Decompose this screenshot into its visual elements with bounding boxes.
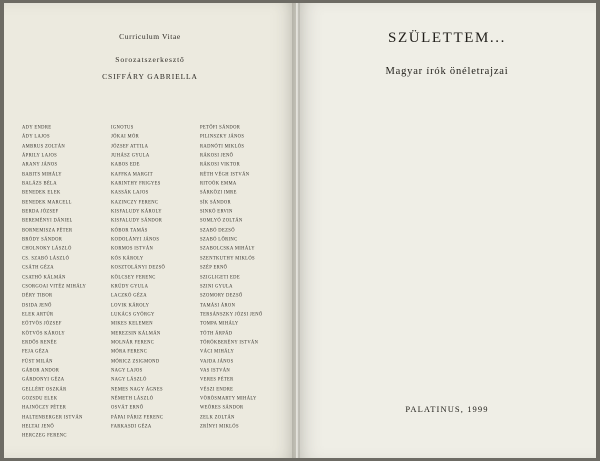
author-name: NAGY LAJOS — [111, 367, 143, 373]
author-name: KOSZTOLÁNYI DEZSŐ — [111, 264, 166, 270]
author-name: SZABÓ DEZSŐ — [200, 227, 235, 233]
author-name: CSÁTH GÉZA — [22, 264, 54, 270]
author-name: KÓS KÁROLY — [111, 255, 144, 261]
series-editor-label: Sorozatszerkesztő — [115, 55, 185, 64]
author-name: BABITS MIHÁLY — [22, 170, 62, 177]
author-name: JUHÁSZ GYULA — [111, 152, 150, 158]
author-name: DSIDA JENŐ — [22, 301, 52, 308]
author-name: FARKASDI GÉZA — [111, 423, 152, 429]
author-name: CSORGOAI VITÉZ MIHÁLY — [22, 283, 87, 289]
author-name: VÖRÖSMARTY MIHÁLY — [200, 395, 257, 401]
author-name: MÓRICZ ZSIGMOND — [111, 357, 160, 364]
author-name: KÓBOR TAMÁS — [111, 227, 148, 233]
series-heading — [4, 28, 296, 85]
author-name: BENEDEK MARCELL — [22, 198, 72, 205]
author-name: KRÚDY GYULA — [111, 283, 149, 289]
author-column-2 — [111, 122, 200, 440]
author-name: VAJDA JÁNOS — [200, 357, 234, 364]
author-name: ZRÍNYI MIKLÓS — [200, 423, 239, 429]
author-name: TOMPA MIHÁLY — [200, 320, 239, 327]
author-name: MIKES KELEMEN — [111, 320, 153, 327]
publisher-imprint: PALATINUS, 1999 — [405, 404, 489, 414]
author-column-3 — [200, 122, 289, 440]
book-title: SZÜLETTEM... — [388, 30, 506, 46]
author-name: ARANY JÁNOS — [22, 161, 58, 168]
author-name: VÉSZI ENDRE — [200, 385, 234, 392]
author-name: SÍK SÁNDOR — [200, 198, 231, 205]
author-name: FEJA GÉZA — [22, 348, 49, 355]
author-name: WEÖRES SÁNDOR — [200, 404, 244, 411]
author-name: KÖTVÖS KÁROLY — [22, 329, 66, 336]
author-name: BORNEMISZA PÉTER — [22, 227, 73, 233]
author-name: GELLÉRT OSZKÁR — [22, 385, 67, 392]
author-name: CS. SZABÓ LÁSZLÓ — [22, 255, 70, 261]
author-name: BERDA JÓZSEF — [22, 208, 59, 214]
author-name: SZENTKUTHY MIKLÓS — [200, 255, 255, 261]
author-name-columns — [22, 122, 290, 440]
author-column-1 — [22, 122, 111, 440]
author-name: TERSÁNSZKY JÓZSI JENŐ — [200, 311, 263, 317]
author-name: SZABÓ LŐRINC — [200, 236, 238, 242]
author-name: KAFFKA MARGIT — [111, 170, 153, 177]
author-name: RADNÓTI MIKLÓS — [200, 142, 245, 149]
author-name: KORMOS ISTVÁN — [111, 245, 154, 252]
page-edge-top — [0, 0, 600, 3]
author-name: BEREMÉNYI DÁNIEL — [22, 217, 73, 224]
author-name: TÖRÖKBERÉNY ISTVÁN — [200, 339, 259, 345]
author-name: SZIGLIGETI EDE — [200, 273, 240, 280]
series-editor-name: CSIFFÁRY GABRIELLA — [102, 72, 198, 81]
author-name: SINKÓ ERVIN — [200, 208, 233, 214]
author-name: GOZSDU ELEK — [22, 395, 58, 401]
author-name: CHOLNOKY LÁSZLÓ — [22, 245, 72, 252]
author-name: FÜST MILÁN — [22, 357, 53, 364]
author-name: ÁPRILY LAJOS — [22, 152, 58, 158]
author-name: KISFALUDY SÁNDOR — [111, 217, 163, 224]
author-name: NÉMETH LÁSZLÓ — [111, 395, 154, 401]
author-name: MÓRA FERENC — [111, 348, 148, 355]
author-name: RÁKOSI JENŐ — [200, 152, 234, 158]
author-name: OSVÁT ERNŐ — [111, 404, 144, 411]
author-name: TAMÁSI ÁRON — [200, 301, 236, 308]
author-name: ÁDY LAJOS — [22, 133, 50, 140]
author-name: TÓTH ÁRPÁD — [200, 329, 233, 336]
author-name: AMBRUS ZOLTÁN — [22, 142, 66, 149]
author-name: RITOÓK EMMA — [200, 180, 237, 186]
author-name: BALÁZS BÉLA — [22, 180, 57, 186]
author-name: NAGY LÁSZLÓ — [111, 376, 147, 383]
author-name: PÁPAI PÁRIZ FERENC — [111, 413, 164, 420]
author-name: LUKÁCS GYÖRGY — [111, 311, 155, 317]
author-name: SOMLYÓ ZOLTÁN — [200, 217, 243, 224]
author-name: GÁBOR ANDOR — [22, 367, 60, 373]
author-name: KISFALUDY KÁROLY — [111, 208, 162, 214]
author-name: SÁRKÖZI IMRE — [200, 189, 237, 196]
author-name: HERCZEG FERENC — [22, 432, 67, 439]
author-name: LOVIK KÁROLY — [111, 301, 150, 308]
author-name: HELTAI JENŐ — [22, 423, 55, 429]
author-name: KÖLCSEY FERENC — [111, 273, 156, 280]
author-name: BENEDEK ELEK — [22, 189, 61, 196]
author-name: NEMES NAGY ÁGNES — [111, 385, 163, 392]
author-name: KODOLÁNYI JÁNOS — [111, 236, 160, 242]
book-subtitle: Magyar írók önéletrajzai — [385, 66, 509, 77]
author-name: KAZINCZY FERENC — [111, 198, 159, 205]
author-name: PETŐFI SÁNDOR — [200, 124, 241, 130]
author-name: GÁRDONYI GÉZA — [22, 376, 65, 383]
author-name: ADY ENDRE — [22, 124, 52, 130]
author-name: HAJNÓCZY PÉTER — [22, 404, 67, 411]
page-edge-right — [596, 0, 600, 461]
author-name: PILINSZKY JÁNOS — [200, 133, 245, 140]
author-name: ERDŐS RENÉE — [22, 339, 57, 345]
author-name: CSATHÓ KÁLMÁN — [22, 273, 66, 280]
author-name: ELEK ARTÚR — [22, 311, 54, 317]
author-name: VAS ISTVÁN — [200, 367, 231, 373]
author-name: RÉTH VÉGH ISTVÁN — [200, 170, 250, 177]
author-name: BRÓDY SÁNDOR — [22, 236, 63, 242]
author-name: RÁKOSI VIKTOR — [200, 161, 240, 168]
author-name: KARINTHY FRIGYES — [111, 180, 161, 186]
author-name: ZELK ZOLTÁN — [200, 413, 235, 420]
author-name: HALTENBERGER ISTVÁN — [22, 413, 83, 420]
author-name: KASSÁK LAJOS — [111, 189, 149, 196]
author-name: JÓZSEF ATTILA — [111, 142, 149, 149]
author-name: VERES PÉTER — [200, 376, 234, 383]
author-name: SZÉP ERNŐ — [200, 264, 228, 270]
author-name: MOLNÁR FERENC — [111, 339, 155, 345]
author-name: MEREZSIN KÁLMÁN — [111, 329, 161, 336]
author-name: DÉRY TIBOR — [22, 292, 53, 299]
author-name: IGNOTUS — [111, 124, 134, 130]
author-name: KABOS EDE — [111, 161, 140, 168]
author-name: SZABOLCSKA MIHÁLY — [200, 245, 255, 252]
author-name: LACZKÓ GÉZA — [111, 292, 147, 299]
author-name: EÖTVÖS JÓZSEF — [22, 320, 62, 327]
author-name: SZINI GYULA — [200, 283, 233, 289]
author-name: JÓKAI MÓR — [111, 133, 140, 140]
series-name: Curriculum Vitae — [119, 32, 181, 41]
author-name: VÁCI MIHÁLY — [200, 348, 235, 355]
author-name: SZOMORY DEZSŐ — [200, 292, 243, 299]
